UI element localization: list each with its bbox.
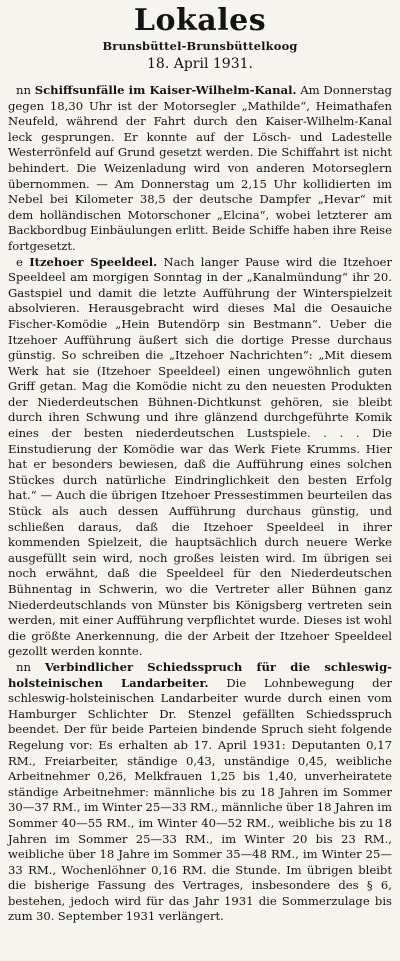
issue-date: 18. April 1931. (147, 56, 253, 72)
article-body: Die Lohnbewegung der schleswig-holsteinischen Landarbeiter wurde durch einen vom Hamburger Schlichter Dr. Stenzel gefällten Schiedsspruch beendet. Der für beide Parteien bindende Spruch sieht folgende Regelung vor: Es erhalten ab 17. April 1931: Deputanten 0,17 RM., Freiarbeiter, ständige 0,43, unständige 0,45, weibliche Arbeitnehmer 0,26, Melkfrauen 1,25 bis 1,40, unverheiratete ständige Arbeitnehmer: männliche bis zu 18 Jahren im Sommer 30—37 RM., im Winter 25—33 RM., männliche über 18 Jahren im Sommer 40—55 RM., im Winter 40—52 RM., weibliche bis zu 18 Jahren im Sommer 25—33 RM., im Winter 20 bis 23 RM., weibliche über 18 Jahre im Sommer 35—48 RM., im Winter 25—33 RM., Wochenlöhner 0,16 RM. die Stunde. Im übrigen bleibt die bisherige Fassung des Vertrages, insbesondere des § 6, bestehen, jedoch wird für das Jahr 1931 die Sommerzulage bis zum 30. September 1931 verlängert. (8, 675, 393, 924)
article-marker: e (16, 254, 23, 269)
section-title: Lokales (133, 3, 267, 38)
article-paragraph (8, 83, 392, 255)
article-itzehoer-speeldeel (8, 255, 392, 660)
article-arbitration-ruling (8, 660, 392, 925)
article-headline: Schiffsunfälle im Kaiser-Wilhelm-Kanal. (34, 83, 297, 97)
article-headline: Itzehoer Speeldeel. (29, 254, 158, 269)
article-body: Nach langer Pause wird die Itzehoer Speeldeel am morgigen Sonntag in der „Kanalmündung“ ihr 20. Gastspiel und damit die letzte Aufführung der Winterspielzeit absolvieren. Herausgebracht wird dieses Mal die Oesauiche Fischer-Komödie „Hein Butendörp sin Bestmann“. Ueber die Itzehoer Aufführung äußert sich die dortige Presse durchaus günstig. So schreiben die „Itzehoer Nachrichten“: „Mit diesem Werk hat sie (Itzehoer Speeldeel) einen ungewöhnlich guten Griff getan. Mag die Komödie nicht zu den neuesten Produkten der Niederdeutschen Bühnen-Dichtkunst gehören, sie bleibt durch ihren Schwung und ihre glänzend durchgeführte Komik eines der besten niederdeutschen Lustspiele. . . . Die Einstudierung der Komödie war das Werk Fiete Krumms. Hier hat er besonders bewiesen, daß die Aufführung eines solchen Stückes durch natürliche Eindringlichkeit den besten Erfolg hat.“ — Auch die übrigen Itzehoer Pressestimmen beurteilen das Stück als auch dessen Aufführung durchaus günstig, und schließen daraus, daß die Itzehoer Speeldeel in ihrer kommenden Spielzeit, die hauptsächlich durch neuere Werke ausgefüllt sein wird, noch großes leisten wird. Im übrigen sei noch erwähnt, daß die Speeldeel für den Niederdeutschen Bühnentag in Schwerin, wo die Vertreter aller Bühnen ganz Niederdeutschlands von Münster bis Königsberg vertreten sein werden, mit einer Aufführung verpflichtet wurde. Dieses ist wohl die größte Anerkennung, die der Arbeit der Itzehoer Speeldeel gezollt werden konnte. (8, 254, 393, 659)
article-paragraph (8, 255, 392, 660)
article-marker: nn (16, 83, 31, 97)
article-shipping-accidents (8, 83, 392, 255)
article-headline: Verbindlicher Schiedsspruch für die schleswig-holsteinischen Landarbeiter. (8, 659, 392, 690)
article-paragraph (8, 660, 392, 925)
article-marker: nn (16, 659, 31, 674)
masthead (8, 3, 392, 73)
article-body: Am Donnerstag gegen 18,30 Uhr ist der Motorsegler „Mathilde“, Heimathafen Neufeld, während der Fahrt durch den Kaiser-Wilhelm-Kanal leck gesprungen. Er konnte auf der Lösch- und Ladestelle Westerrönfeld auf Grund gesetzt werden. Die Schiffahrt ist nicht behindert. Die Weizenladung wird von anderen Motorseglern übernommen. — Am Donnerstag um 2,15 Uhr kollidierten im Nebel bei Kilometer 38,5 der deutsche Dampfer „Hevar“ mit dem holländischen Motorschoner „Elcina“, wobei letzterer am Backbordbug Einbäulungen erlitt. Beide Schiffe haben ihre Reise fortgesetzt. (8, 83, 392, 253)
section-subtitle: Brunsbüttel-Brunsbüttelkoog (102, 39, 298, 53)
